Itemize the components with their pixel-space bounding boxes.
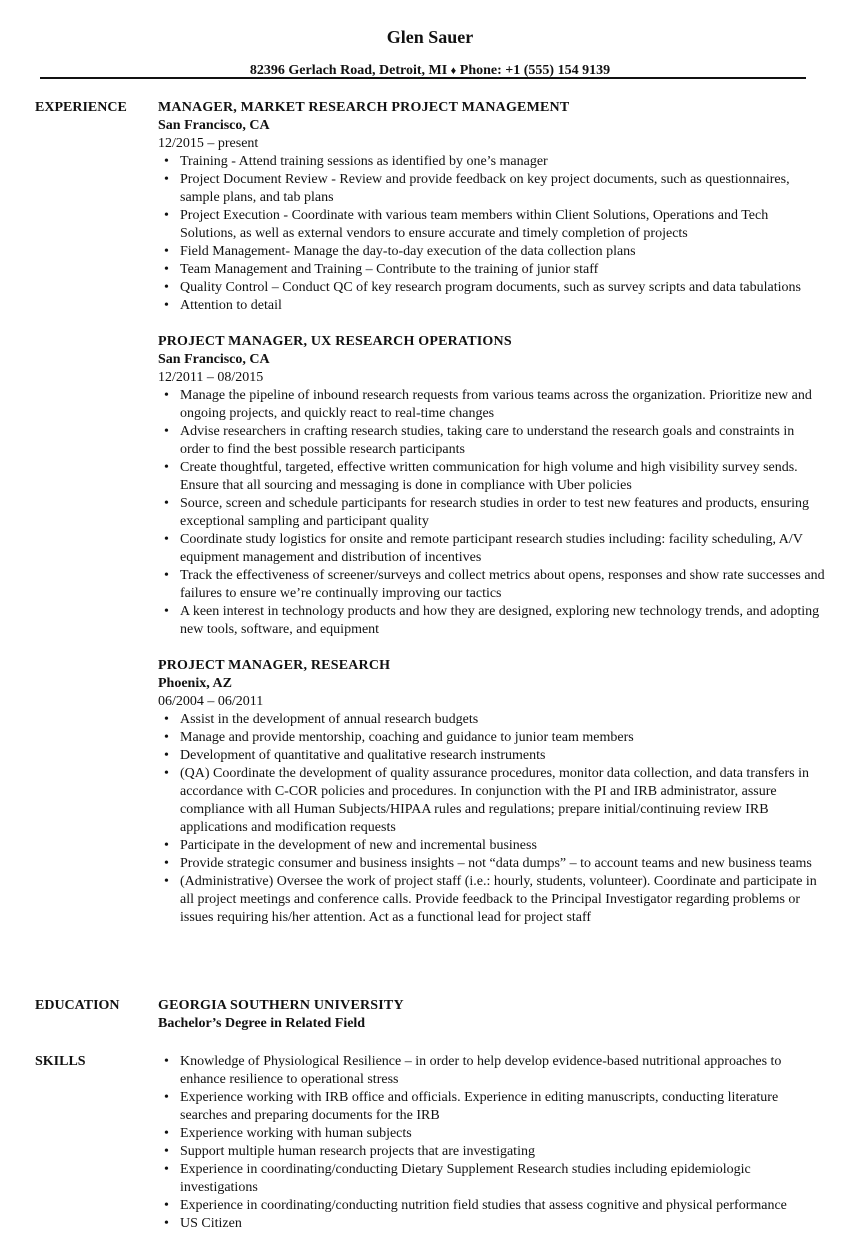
job-location: San Francisco, CA <box>158 118 270 133</box>
bullet-item: • Source, screen and schedule participants for research studies in order to test new features and products, ensuring exceptional sampling and participant quality <box>158 495 825 531</box>
job-title: MANAGER, MARKET RESEARCH PROJECT MANAGEMENT <box>158 100 570 115</box>
job-bullets <box>158 711 825 927</box>
bullet-item: • Team Management and Training – Contribute to the training of junior staff <box>158 261 825 279</box>
bullet-item: • Support multiple human research projects that are investigating <box>158 1143 825 1161</box>
bullet-item: • Experience in coordinating/conducting Dietary Supplement Research studies including epidemiologic investigations <box>158 1161 825 1197</box>
bullet-item: • Quality Control – Conduct QC of key research program documents, such as survey scripts and data tabulations <box>158 279 825 297</box>
job-title: PROJECT MANAGER, RESEARCH <box>158 658 391 673</box>
phone: Phone: +1 (555) 154 9139 <box>459 63 611 78</box>
bullet-item: • Training - Attend training sessions as identified by one’s manager <box>158 153 825 171</box>
school-name: GEORGIA SOUTHERN UNIVERSITY <box>158 998 404 1013</box>
bullet-item: • Advise researchers in crafting research studies, taking care to understand the research goals and constraints in order to find the best possible research participants <box>158 423 825 459</box>
bullet-item: • Field Management- Manage the day-to-day execution of the data collection plans <box>158 243 825 261</box>
section-label-skills: SKILLS <box>35 1054 86 1069</box>
bullet-item: • Track the effectiveness of screener/surveys and collect metrics about opens, responses and show rate successes and failures to ensure we’re continually improving our tactics <box>158 567 825 603</box>
header-divider <box>40 77 806 79</box>
job-bullets <box>158 153 825 315</box>
job-location: Phoenix, AZ <box>158 676 232 691</box>
section-label-education: EDUCATION <box>35 998 120 1013</box>
bullet-item: • Coordinate study logistics for onsite and remote participant research studies including: facility scheduling, A/V equipment management and distribution of incentives <box>158 531 825 567</box>
section-label-experience: EXPERIENCE <box>35 100 127 115</box>
bullet-item: • Knowledge of Physiological Resilience – in order to help develop evidence-based nutritional approaches to enhance resilience to operational stress <box>158 1053 825 1089</box>
bullet-item: • Create thoughtful, targeted, effective written communication for high volume and high visibility survey sends. Ensure that all sourcing and messaging is done in compliance with Uber policies <box>158 459 825 495</box>
job-dates: 12/2015 – present <box>158 136 259 151</box>
bullet-item: • Manage and provide mentorship, coaching and guidance to junior team members <box>158 729 825 747</box>
bullet-item: • (Administrative) Oversee the work of project staff (i.e.: hourly, students, volunteer). Coordinate and participate in all project meetings and conference calls. Provide feedback to the Principal Investigator regarding problems or issues requiring his/her attention. Act as a functional lead for project staff <box>158 873 825 927</box>
job-entry <box>158 333 825 639</box>
bullet-item: • (QA) Coordinate the development of quality assurance procedures, monitor data collection, and data transfers in accordance with C-COR policies and procedures. In conjunction with the PI and IRB administrator, assure compliance with all Human Subjects/HIPAA rules and regulations; prepare initial/continuing review IRB applications and modification requests <box>158 765 825 837</box>
bullet-item: • US Citizen <box>158 1215 825 1233</box>
bullet-item: • Project Execution - Coordinate with various team members within Client Solutions, Operations and Tech Solutions, as well as external vendors to ensure accurate and timely completion of projects <box>158 207 825 243</box>
bullet-item: • Development of quantitative and qualitative research instruments <box>158 747 825 765</box>
bullet-item: • Provide strategic consumer and business insights – not “data dumps” – to account teams and new business teams <box>158 855 825 873</box>
resume-header <box>0 0 860 80</box>
bullet-item: • Experience in coordinating/conducting nutrition field studies that assess cognitive and physical performance <box>158 1197 825 1215</box>
degree: Bachelor’s Degree in Related Field <box>158 1016 366 1031</box>
job-bullets <box>158 387 825 639</box>
bullet-item: • Experience working with IRB office and officials. Experience in editing manuscripts, conducting literature searches and preparing documents for the IRB <box>158 1089 825 1125</box>
experience-section <box>35 99 825 945</box>
bullet-item: • Experience working with human subjects <box>158 1125 825 1143</box>
bullet-item: • Attention to detail <box>158 297 825 315</box>
job-location: San Francisco, CA <box>158 352 270 367</box>
bullet-item: • Project Document Review - Review and provide feedback on key project documents, such as questionnaires, sample plans, and tab plans <box>158 171 825 207</box>
skills-section <box>35 1053 825 1233</box>
job-dates: 06/2004 – 06/2011 <box>158 694 264 709</box>
skills-bullets <box>158 1053 825 1233</box>
bullet-item: • Manage the pipeline of inbound research requests from various teams across the organization. Prioritize new and ongoing projects, and quickly react to real-time changes <box>158 387 825 423</box>
bullet-item: • A keen interest in technology products and how they are designed, exploring new technology trends, and adopting new tools, software, and equipment <box>158 603 825 639</box>
job-entry <box>158 657 825 927</box>
bullet-item: • Participate in the development of new and incremental business <box>158 837 825 855</box>
job-title: PROJECT MANAGER, UX RESEARCH OPERATIONS <box>158 334 512 349</box>
diamond-separator-icon: ♦ <box>450 65 457 77</box>
candidate-name: Glen Sauer <box>386 27 474 47</box>
address: 82396 Gerlach Road, Detroit, MI <box>249 63 448 78</box>
education-section <box>35 997 825 1033</box>
job-dates: 12/2011 – 08/2015 <box>158 370 264 385</box>
job-entry <box>158 99 825 315</box>
bullet-item: • Assist in the development of annual research budgets <box>158 711 825 729</box>
